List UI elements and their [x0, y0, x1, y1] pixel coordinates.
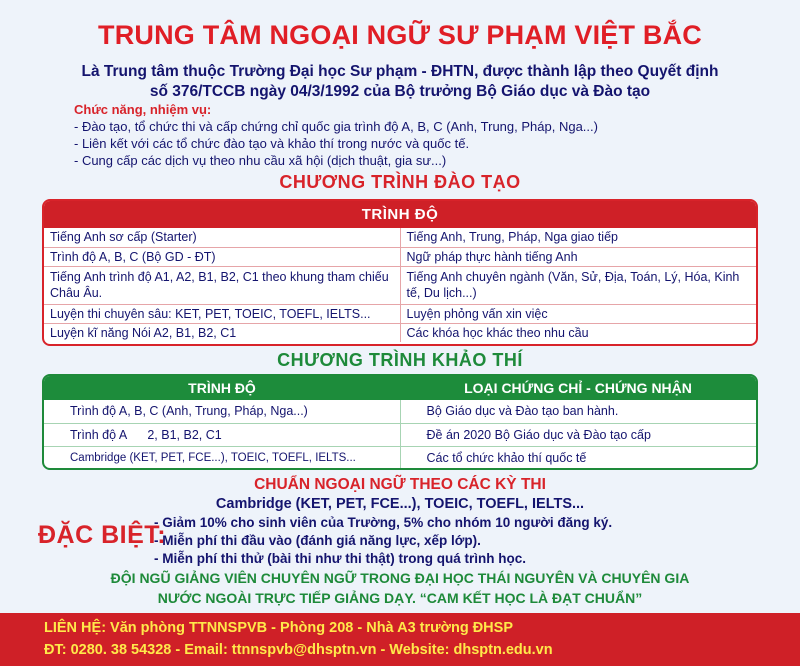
- table-row: [44, 228, 756, 247]
- staff-line-1: ĐỘI NGŨ GIẢNG VIÊN CHUYÊN NGỮ TRONG ĐẠI HỌC THÁI NGUYÊN VÀ CHUYÊN GIA: [110, 570, 690, 586]
- exam-header-right: LOẠI CHỨNG CHỈ - CHỨNG NHẬN: [464, 380, 692, 396]
- table-cell: Tiếng Anh, Trung, Pháp, Nga giao tiếp: [400, 228, 756, 247]
- table-cell: Trình độ A, B, C (Bộ GD - ĐT): [44, 247, 400, 266]
- special-item: - Miễn phí thi đầu vào (đánh giá năng lực, xếp lớp).: [154, 533, 481, 548]
- table-row: [44, 400, 756, 423]
- table-cell: Các khóa học khác theo nhu cầu: [406, 325, 589, 340]
- training-section-title: CHƯƠNG TRÌNH ĐÀO TẠO: [279, 172, 521, 192]
- exam-table: [44, 400, 756, 469]
- table-row: [44, 247, 756, 266]
- table-cell: Các tổ chức khảo thí quốc tế: [426, 450, 587, 465]
- functions-label: Chức năng, nhiệm vụ:: [74, 102, 212, 117]
- table-cell: Trình độ A, B, C (Anh, Trung, Pháp, Nga...): [44, 400, 400, 423]
- contact-footer: [0, 613, 800, 666]
- table-cell: Cambridge (KET, PET, FCE...), TOEIC, TOEFL, IELTS...: [44, 446, 400, 469]
- table-cell: Ngữ pháp thực hành tiếng Anh: [400, 247, 756, 266]
- table-cell: Tiếng Anh trình độ A1, A2, B1, B2, C1 theo khung tham chiếu Châu Âu.: [44, 266, 400, 304]
- exam-table-box: [42, 374, 758, 470]
- special-item: - Miễn phí thi thử (bài thi như thi thật) trong quá trình học.: [154, 551, 526, 566]
- table-row: [44, 446, 756, 469]
- table-row: [44, 266, 756, 304]
- intro-text: [0, 62, 800, 102]
- exam-table-header: [44, 376, 756, 400]
- special-item: - Giảm 10% cho sinh viên của Trường, 5% cho nhóm 10 người đăng ký.: [154, 515, 613, 530]
- poster-title: TRUNG TÂM NGOẠI NGỮ SƯ PHẠM VIỆT BẮC: [98, 20, 702, 50]
- table-cell: Tiếng Anh chuyên ngành (Văn, Sử, Địa, Toán, Lý, Hóa, Kinh tế, Du lịch...): [400, 266, 756, 304]
- table-row: [44, 304, 756, 323]
- exam-header-left: TRÌNH ĐỘ: [188, 380, 256, 396]
- function-item: - Liên kết với các tổ chức đào tạo và khảo thí trong nước và quốc tế.: [74, 136, 470, 151]
- training-table: [44, 228, 756, 342]
- table-cell: Luyện thi chuyên sâu: KET, PET, TOEIC, TOEFL, IELTS...: [44, 304, 400, 323]
- table-row: [44, 323, 756, 342]
- table-cell: Tiếng Anh sơ cấp (Starter): [44, 228, 400, 247]
- standard-title: CHUẨN NGOẠI NGỮ THEO CÁC KỲ THI: [254, 476, 546, 493]
- training-table-header: TRÌNH ĐỘ: [44, 201, 756, 228]
- table-row: [44, 423, 756, 446]
- standard-subtitle: Cambridge (KET, PET, FCE...), TOEIC, TOEFL, IELTS...: [215, 496, 585, 512]
- table-cell: Luyện kĩ năng Nói A2, B1, B2, C1: [44, 323, 400, 342]
- staff-statement: [0, 568, 800, 608]
- special-label: ĐẶC BIỆT:: [38, 521, 167, 549]
- function-item: - Cung cấp các dịch vụ theo nhu cầu xã hội (dịch thuật, gia sư...): [74, 153, 447, 168]
- intro-line-1: Là Trung tâm thuộc Trường Đại học Sư phạm - ĐHTN, được thành lập theo Quyết định: [81, 63, 719, 80]
- function-item: - Đào tạo, tổ chức thi và cấp chứng chỉ quốc gia trình độ A, B, C (Anh, Trung, Pháp, Nga...): [74, 119, 598, 134]
- table-cell: Đề án 2020 Bộ Giáo dục và Đào tạo cấp: [400, 423, 756, 446]
- contact-line-1: LIÊN HỆ: Văn phòng TTNNSPVB - Phòng 208 - Nhà A3 trường ĐHSP: [44, 620, 513, 636]
- functions-list: [74, 118, 774, 169]
- contact-line-2: ĐT: 0280. 38 54328 - Email: ttnnspvb@dhsptn.vn - Website: dhsptn.edu.vn: [44, 642, 553, 658]
- exam-section-title: CHƯƠNG TRÌNH KHẢO THÍ: [277, 350, 523, 370]
- table-cell: Bộ Giáo dục và Đào tạo ban hành.: [400, 400, 756, 423]
- special-list: [154, 514, 612, 568]
- training-table-box: [42, 199, 758, 346]
- table-cell: Trình độ A 2, B1, B2, C1: [44, 423, 400, 446]
- staff-line-2: NƯỚC NGOÀI TRỰC TIẾP GIẢNG DẠY. “CAM KẾT HỌC LÀ ĐẠT CHUẨN”: [157, 590, 643, 606]
- table-cell: Luyện phỏng vấn xin việc: [400, 304, 756, 323]
- intro-line-2: số 376/TCCB ngày 04/3/1992 của Bộ trưởng Bộ Giáo dục và Đào tạo: [149, 83, 651, 100]
